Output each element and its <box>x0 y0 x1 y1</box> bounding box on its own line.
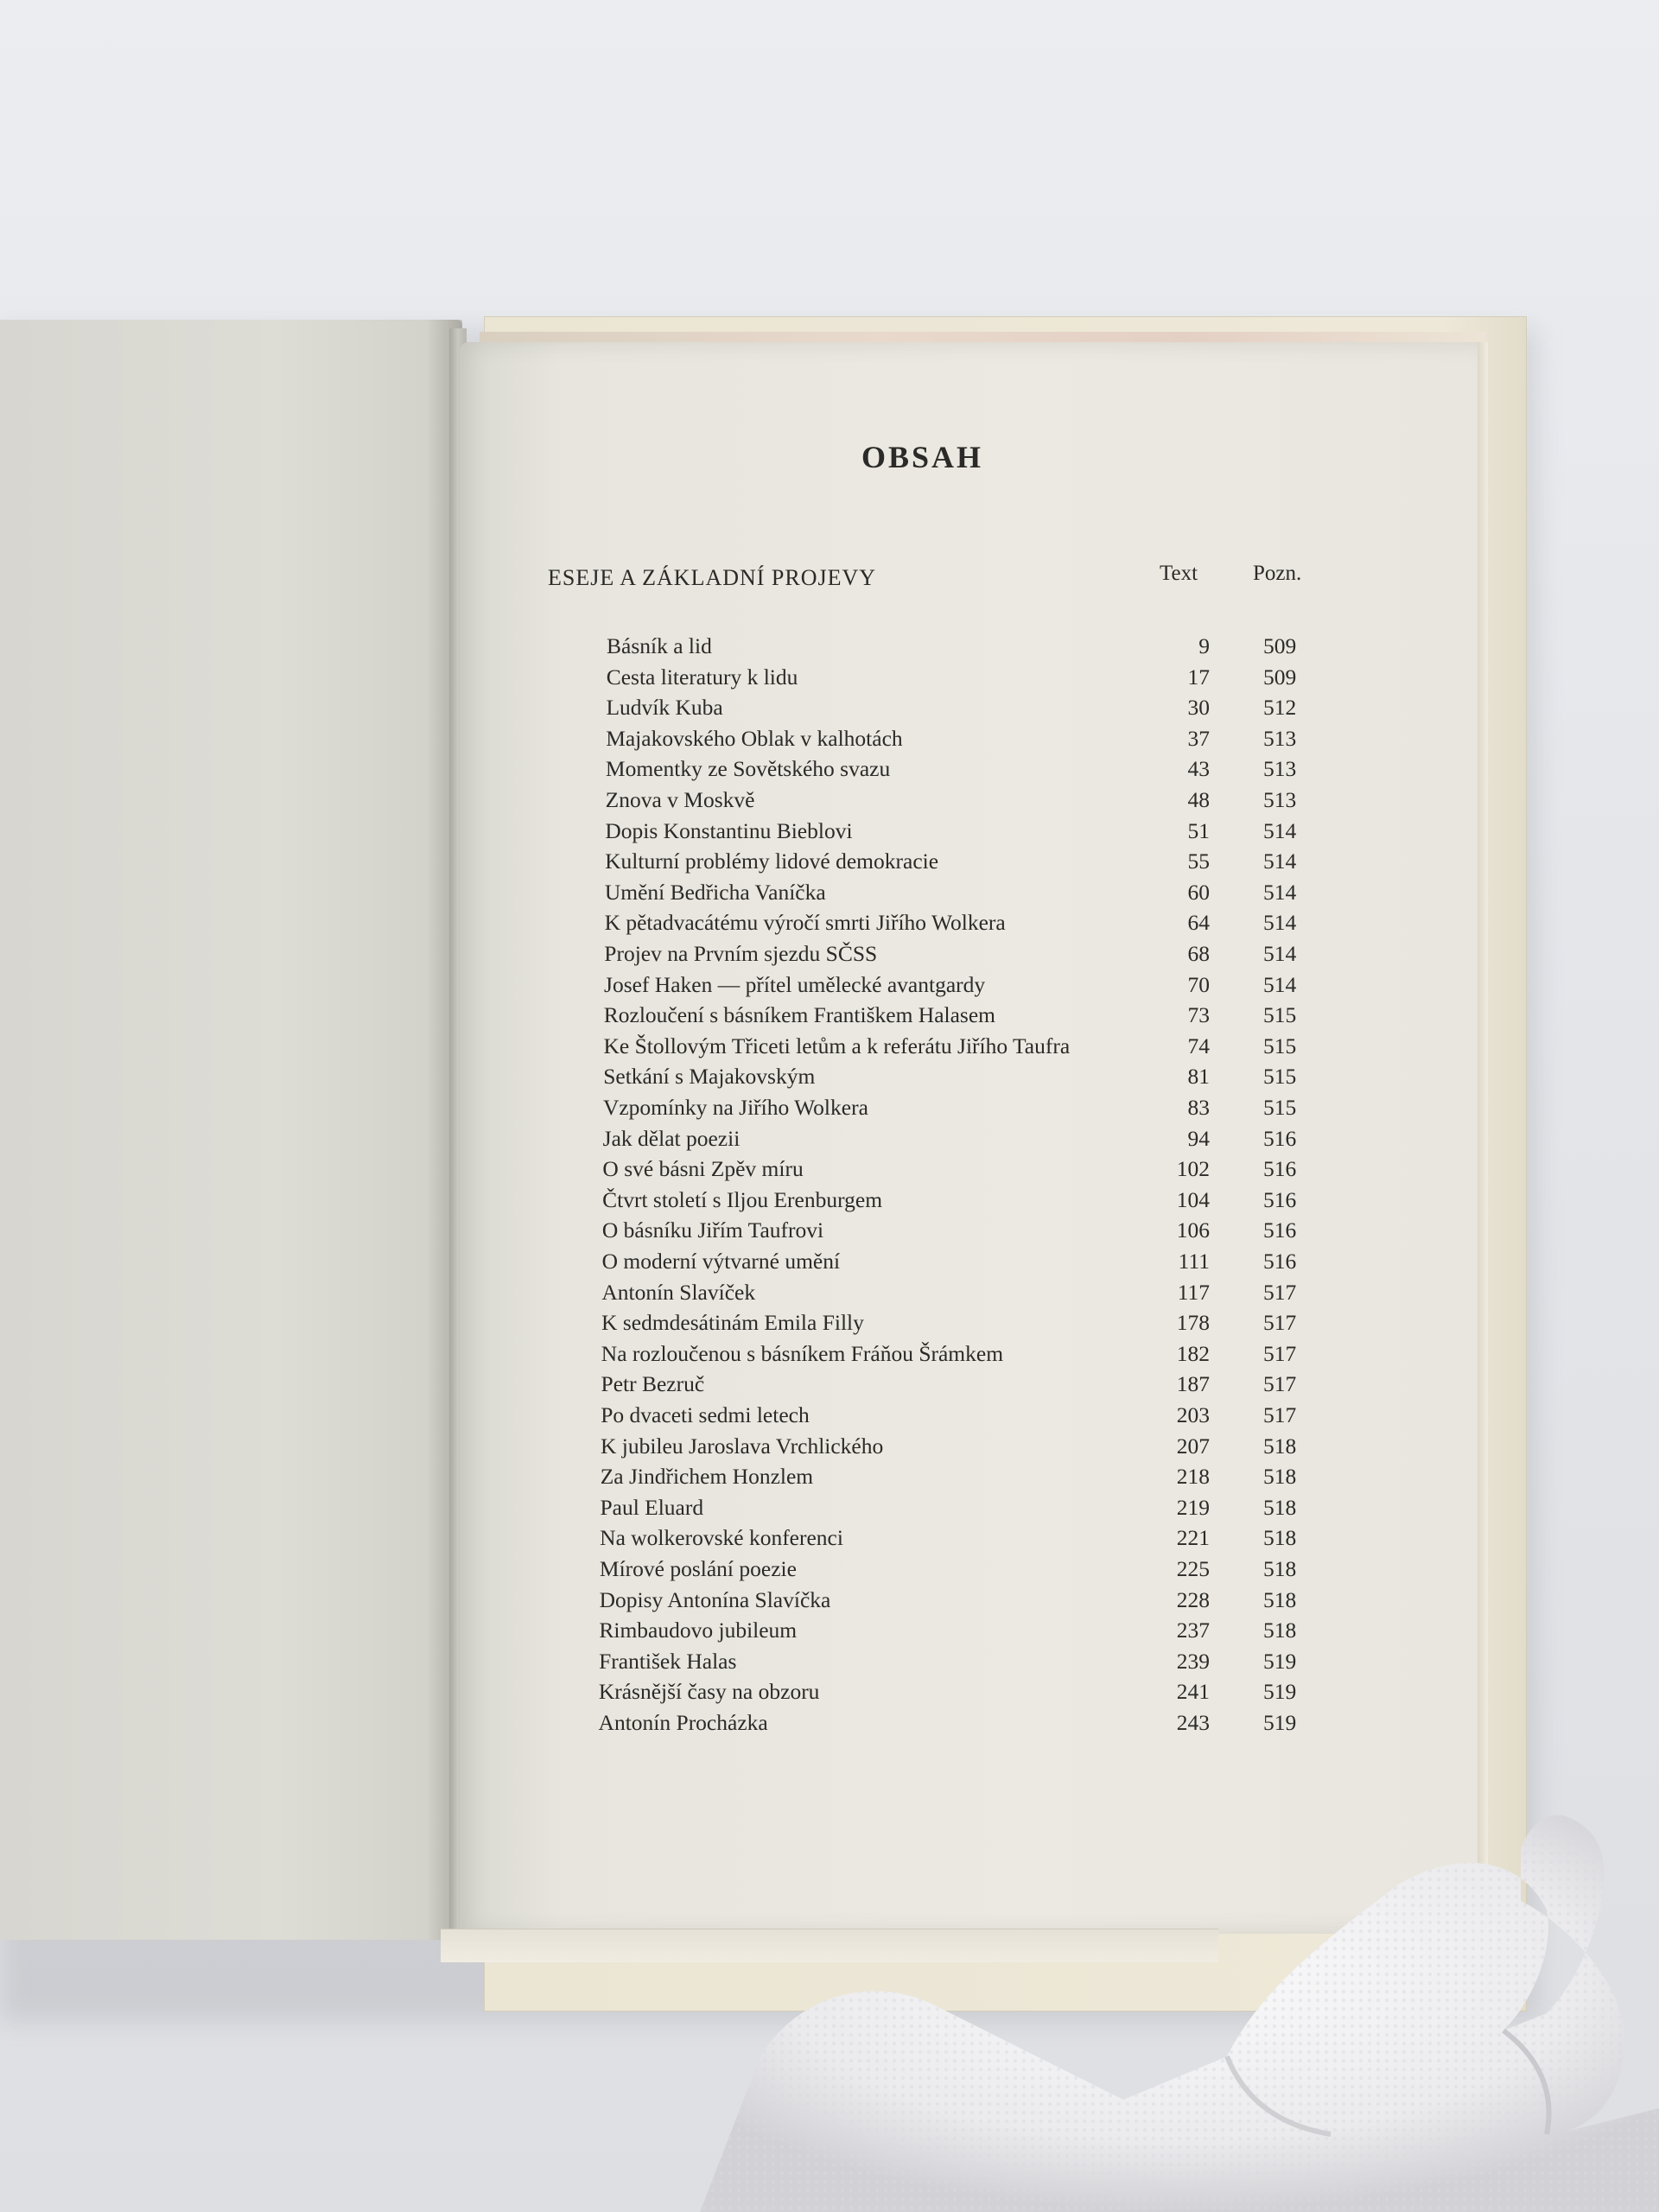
entry-title: Setkání s Majakovským <box>603 1064 816 1090</box>
toc-row <box>0 1649 1659 1678</box>
entry-title: K sedmdesátinám Emila Filly <box>601 1310 864 1336</box>
entry-title: K jubileu Jaroslava Vrchlického <box>600 1433 884 1459</box>
entry-title: Rozloučení s básníkem Františkem Halasem <box>603 1002 995 1028</box>
entry-text-page: 83 <box>1187 1095 1210 1120</box>
entry-title: Majakovského Oblak v kalhotách <box>606 725 903 751</box>
entry-text-page: 187 <box>1176 1371 1210 1397</box>
entry-note-page: 519 <box>1263 1710 1297 1735</box>
entry-text-page: 239 <box>1176 1648 1210 1674</box>
entry-title: Čtvrt století s Iljou Erenburgem <box>602 1186 883 1212</box>
entry-text-page: 9 <box>1198 633 1210 658</box>
toc-row <box>0 1495 1659 1524</box>
entry-title: Kulturní problémy lidové demokracie <box>605 849 939 874</box>
entry-note-page: 518 <box>1263 1494 1297 1520</box>
toc-row <box>0 1556 1659 1586</box>
toc-row <box>0 1156 1659 1185</box>
entry-note-page: 514 <box>1263 849 1297 874</box>
toc-row <box>0 941 1659 970</box>
toc-row <box>0 1033 1659 1063</box>
entry-title: Rimbaudovo jubileum <box>599 1618 798 1643</box>
entry-title: Za Jindřichem Honzlem <box>600 1464 814 1490</box>
entry-title: Ke Štollovým Třiceti letům a k referátu Jiřího Taufra <box>603 1033 1071 1058</box>
entry-note-page: 513 <box>1263 725 1297 751</box>
entry-note-page: 518 <box>1263 1464 1297 1490</box>
entry-note-page: 517 <box>1263 1279 1297 1305</box>
entry-text-page: 94 <box>1187 1125 1210 1151</box>
entry-title: Ludvík Kuba <box>606 695 723 721</box>
toc-row <box>0 1433 1659 1463</box>
entry-note-page: 518 <box>1263 1433 1297 1459</box>
toc-row <box>0 1402 1659 1432</box>
entry-text-page: 74 <box>1187 1033 1210 1058</box>
entry-note-page: 518 <box>1263 1525 1297 1551</box>
entry-note-page: 517 <box>1263 1371 1297 1397</box>
toc-row <box>0 849 1659 878</box>
toc-row <box>0 1341 1659 1370</box>
entry-title: Antonín Procházka <box>598 1710 768 1735</box>
entry-title: Na rozloučenou s básníkem Fráňou Šrámkem <box>601 1340 1004 1366</box>
entry-title: Cesta literatury k lidu <box>606 664 798 690</box>
entry-text-page: 218 <box>1176 1464 1210 1490</box>
entry-title: O moderní výtvarné umění <box>601 1249 841 1274</box>
entry-note-page: 518 <box>1263 1586 1297 1612</box>
entry-text-page: 207 <box>1176 1433 1210 1459</box>
entry-text-page: 51 <box>1187 817 1210 843</box>
entry-text-page: 117 <box>1177 1279 1210 1305</box>
toc-row <box>0 1710 1659 1739</box>
toc-row <box>0 633 1659 663</box>
entry-text-page: 37 <box>1187 725 1210 751</box>
entry-note-page: 515 <box>1263 1033 1297 1058</box>
entry-text-page: 104 <box>1176 1186 1210 1212</box>
entry-text-page: 70 <box>1187 971 1210 997</box>
entry-text-page: 102 <box>1176 1156 1210 1182</box>
toc-row <box>0 664 1659 694</box>
entry-note-page: 514 <box>1263 910 1297 936</box>
entry-note-page: 518 <box>1263 1556 1297 1581</box>
entry-note-page: 513 <box>1263 787 1297 812</box>
entry-title: Znova v Moskvě <box>605 787 755 812</box>
entry-text-page: 30 <box>1187 695 1210 721</box>
entry-note-page: 519 <box>1263 1648 1297 1674</box>
page-title: OBSAH <box>861 440 984 474</box>
entry-note-page: 509 <box>1263 664 1297 690</box>
section-heading: ESEJE A ZÁKLADNÍ PROJEVY <box>548 565 877 590</box>
entry-text-page: 68 <box>1187 941 1210 966</box>
toc-row <box>0 787 1659 817</box>
entry-title: Antonín Slavíček <box>601 1279 756 1305</box>
toc-row <box>0 1187 1659 1217</box>
entry-note-page: 516 <box>1263 1217 1297 1243</box>
entry-note-page: 518 <box>1263 1618 1297 1643</box>
toc-row <box>0 1217 1659 1247</box>
entry-text-page: 243 <box>1176 1710 1210 1735</box>
entry-title: Josef Haken — přítel umělecké avantgardy <box>604 971 986 997</box>
entry-title: Mírové poslání poezie <box>599 1556 797 1581</box>
entry-note-page: 515 <box>1263 1002 1297 1028</box>
entry-title: O básníku Jiřím Taufrovi <box>601 1217 824 1243</box>
entry-title: Na wolkerovské konferenci <box>600 1525 843 1551</box>
toc-row <box>0 1002 1659 1032</box>
toc-row <box>0 1587 1659 1617</box>
entry-title: Vzpomínky na Jiřího Wolkera <box>602 1095 868 1120</box>
entry-text-page: 203 <box>1176 1402 1210 1427</box>
toc-row <box>0 1249 1659 1278</box>
entry-title: K pětadvacátému výročí smrti Jiřího Wolkera <box>604 910 1006 936</box>
entry-title: Projev na Prvním sjezdu SČSS <box>604 941 878 966</box>
entry-title: Dopisy Antonína Slavíčka <box>599 1586 831 1612</box>
entry-text-page: 219 <box>1176 1494 1210 1520</box>
entry-note-page: 514 <box>1263 971 1297 997</box>
entry-title: Básník a lid <box>607 633 712 658</box>
toc-row <box>0 880 1659 909</box>
column-header-pozn: Pozn. <box>1253 562 1302 585</box>
toc-row <box>0 1310 1659 1339</box>
entry-text-page: 48 <box>1187 787 1210 812</box>
entry-text-page: 182 <box>1176 1340 1210 1366</box>
entry-text-page: 225 <box>1176 1556 1210 1581</box>
toc-row <box>0 726 1659 755</box>
toc-row <box>0 1126 1659 1155</box>
entry-title: Dopis Konstantinu Bieblovi <box>605 817 853 843</box>
toc-row <box>0 1280 1659 1309</box>
toc-row <box>0 1464 1659 1493</box>
entry-text-page: 228 <box>1176 1586 1210 1612</box>
entry-text-page: 55 <box>1187 849 1210 874</box>
toc-row <box>0 756 1659 785</box>
entry-text-page: 60 <box>1187 879 1210 905</box>
toc-row <box>0 1618 1659 1647</box>
entry-title: Momentky ze Sovětského svazu <box>605 756 891 782</box>
entry-title: Petr Bezruč <box>601 1371 705 1397</box>
entry-title: František Halas <box>599 1648 737 1674</box>
entry-note-page: 517 <box>1263 1310 1297 1336</box>
entry-note-page: 516 <box>1263 1186 1297 1212</box>
entry-text-page: 43 <box>1187 756 1210 782</box>
entry-text-page: 64 <box>1187 910 1210 936</box>
entry-text-page: 111 <box>1178 1249 1210 1274</box>
toc-row <box>0 695 1659 724</box>
entry-note-page: 514 <box>1263 941 1297 966</box>
toc-row <box>0 972 1659 1001</box>
entry-text-page: 17 <box>1187 664 1210 690</box>
entry-note-page: 515 <box>1263 1064 1297 1090</box>
toc-row <box>0 1064 1659 1093</box>
entry-note-page: 513 <box>1263 756 1297 782</box>
entry-text-page: 81 <box>1187 1064 1210 1090</box>
entry-note-page: 509 <box>1263 633 1297 658</box>
entry-note-page: 512 <box>1263 695 1297 721</box>
toc-row <box>0 818 1659 848</box>
entry-title: Jak dělat poezii <box>602 1125 741 1151</box>
entry-note-page: 516 <box>1263 1249 1297 1274</box>
entry-title: Krásnější časy na obzoru <box>598 1679 820 1705</box>
entry-note-page: 514 <box>1263 817 1297 843</box>
entry-title: Umění Bedřicha Vaníčka <box>604 879 826 905</box>
entry-text-page: 178 <box>1176 1310 1210 1336</box>
entry-note-page: 516 <box>1263 1125 1297 1151</box>
toc-row <box>0 1679 1659 1708</box>
entry-note-page: 516 <box>1263 1156 1297 1182</box>
column-header-text: Text <box>1160 562 1198 585</box>
toc-row <box>0 1095 1659 1124</box>
entry-note-page: 519 <box>1263 1679 1297 1705</box>
entry-text-page: 221 <box>1176 1525 1210 1551</box>
entry-title: Paul Eluard <box>600 1494 704 1520</box>
entry-title: O své básni Zpěv míru <box>602 1156 804 1182</box>
entry-text-page: 241 <box>1176 1679 1210 1705</box>
entry-title: Po dvaceti sedmi letech <box>601 1402 810 1427</box>
entry-note-page: 515 <box>1263 1095 1297 1120</box>
toc-row <box>0 910 1659 939</box>
toc-row <box>0 1525 1659 1554</box>
entry-text-page: 73 <box>1187 1002 1210 1028</box>
entry-text-page: 237 <box>1176 1618 1210 1643</box>
toc-row <box>0 1371 1659 1401</box>
entry-note-page: 517 <box>1263 1402 1297 1427</box>
entry-text-page: 106 <box>1176 1217 1210 1243</box>
entry-note-page: 517 <box>1263 1340 1297 1366</box>
entry-note-page: 514 <box>1263 879 1297 905</box>
